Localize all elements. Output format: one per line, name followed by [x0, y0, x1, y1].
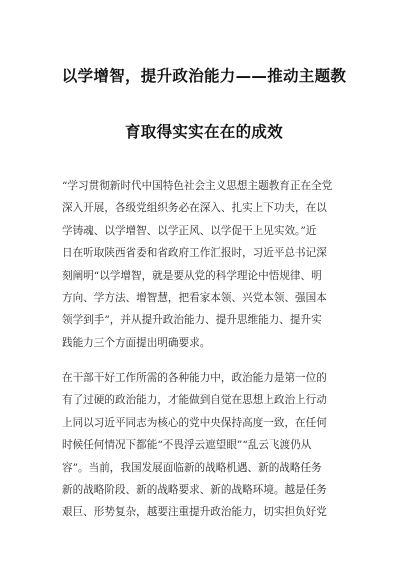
- paragraph-line: 新的战略阶段、新的战略要求、新的战略环境。越是任务: [62, 483, 327, 496]
- document-title-line-2: 育取得实实在在的成效: [124, 123, 283, 141]
- paragraph-line: 艰巨、形势复杂，越要注重提升政治能力，切实担负好党: [62, 506, 327, 519]
- paragraph-line: 方向、学方法、增智慧，把看家本领、兴党本领、强国本: [62, 291, 327, 304]
- document-title-line-1: 以学增智，提升政治能力——推动主题教: [61, 67, 347, 85]
- paragraph-line: 深入开展，各级党组织务必在深入、扎实上下功夫，在以: [62, 202, 327, 215]
- paragraph-line: 上同以习近平同志为核心的党中央保持高度一致，在任何: [62, 416, 327, 429]
- paragraph-line: 践能力三个方面提出明确要求。: [62, 336, 211, 349]
- paragraph-line: 学铸魂、以学增智、以学正风、以学促干上见实效。”近: [62, 224, 317, 237]
- paragraph-line: 日在听取陕西省委和省政府工作汇报时，习近平总书记深: [62, 247, 327, 260]
- paragraph-line: “学习贯彻新时代中国特色社会主义思想主题教育正在全党: [62, 180, 333, 192]
- paragraph-line: 领学到手”，并从提升政治能力、提升思维能力、提升实: [62, 314, 322, 327]
- body-paragraph-1: [62, 175, 348, 354]
- paragraph-line: 时候任何情况下都能“不畏浮云遮望眼”“乱云飞渡仍从: [62, 439, 312, 452]
- paragraph-line: 有了过硬的政治能力，才能做到自觉在思想上政治上行动: [62, 394, 327, 407]
- paragraph-line: 容”。当前，我国发展面临新的战略机遇、新的战略任务: [62, 461, 322, 474]
- paragraph-line: 在干部干好工作所需的各种能力中，政治能力是第一位的: [62, 372, 327, 384]
- body-paragraph-2: [62, 367, 348, 524]
- paragraph-line: 刻阐明“以学增智，就是要从党的科学理论中悟规律、明: [62, 269, 322, 282]
